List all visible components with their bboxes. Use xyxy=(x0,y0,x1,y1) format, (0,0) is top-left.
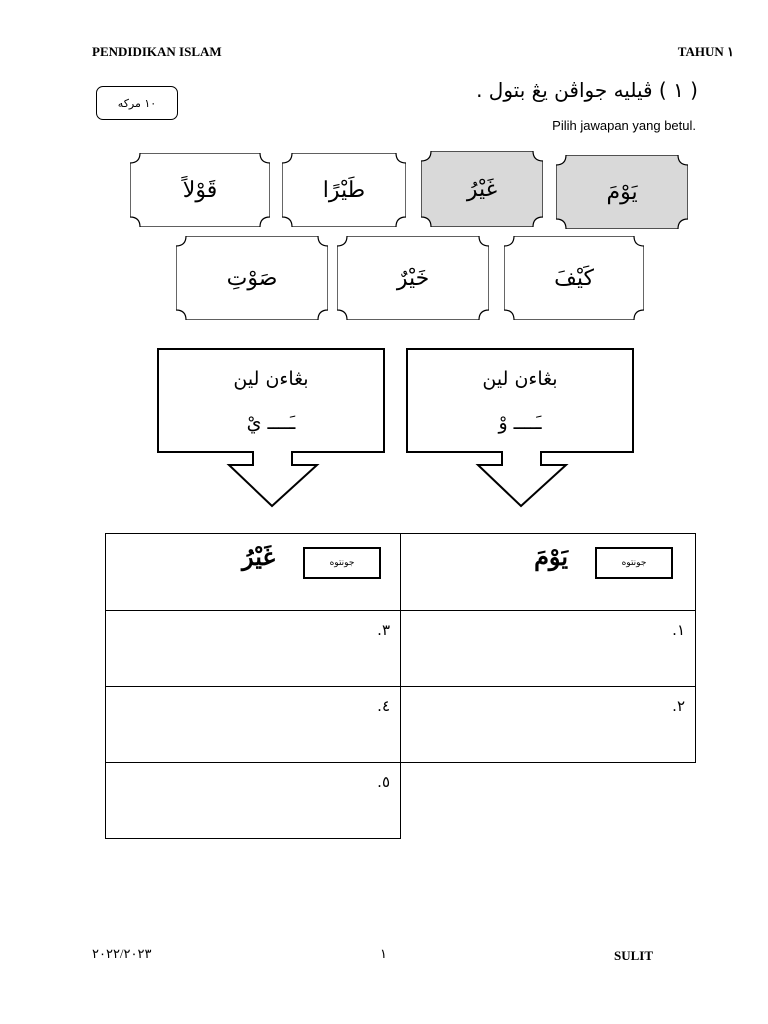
word-card-text: طَيْرًا xyxy=(322,177,366,203)
answer-cell-3[interactable] xyxy=(106,611,401,687)
subject-header: PENDIDIKAN ISLAM xyxy=(92,44,222,59)
answer-number: ٥. xyxy=(377,773,390,791)
category-box-ya xyxy=(157,348,387,510)
answer-number: ١. xyxy=(672,621,685,639)
column-header-ghair xyxy=(106,534,401,611)
word-card[interactable] xyxy=(176,236,328,320)
page-number: ١ xyxy=(380,946,387,961)
example-label-box: جونتوه xyxy=(303,547,381,579)
empty-cell xyxy=(401,763,696,839)
header-word: غَيْرُ xyxy=(241,542,275,571)
word-card-highlighted[interactable] xyxy=(556,155,688,229)
answer-cell-5[interactable] xyxy=(106,763,401,839)
answer-cell-2[interactable] xyxy=(401,687,696,763)
answer-cell-1[interactable] xyxy=(401,611,696,687)
answer-cell-4[interactable] xyxy=(106,687,401,763)
category-box-wau xyxy=(406,348,636,510)
answer-number: ٢. xyxy=(672,697,685,715)
footer-year: ٢٠٢٢/٢٠٢٣ xyxy=(92,946,152,961)
word-card-highlighted[interactable] xyxy=(421,151,543,227)
answer-table xyxy=(105,533,696,839)
category-label: بڠاءن لين xyxy=(482,368,558,390)
column-header-yawm xyxy=(401,534,696,611)
word-card-text: خَيْرٌ xyxy=(396,265,430,291)
word-card[interactable] xyxy=(337,236,489,320)
example-label-box: جونتوه xyxy=(595,547,673,579)
category-symbol: ـَــــ يْ xyxy=(246,412,296,434)
word-card[interactable] xyxy=(130,153,270,227)
category-symbol: ـَــــ وْ xyxy=(498,412,542,434)
marks-box: ١٠ مركه xyxy=(96,86,178,120)
word-card-text: غَيْرُ xyxy=(466,176,498,202)
word-card-text: يَوْمَ xyxy=(606,179,638,205)
year-header: TAHUN ١ xyxy=(677,44,734,59)
question-subtitle: Pilih jawapan yang betul. xyxy=(552,118,696,133)
answer-number: ٣. xyxy=(377,621,390,639)
category-label: بڠاءن لين xyxy=(233,368,309,390)
header-word: يَوْمَ xyxy=(534,542,568,571)
word-card-text: صَوْتِ xyxy=(226,265,278,291)
word-card-text: قَوْلاً xyxy=(182,177,218,203)
word-card-text: كَيْفَ xyxy=(554,265,594,291)
answer-number: ٤. xyxy=(377,697,390,715)
footer-sulit: SULIT xyxy=(614,948,654,963)
word-card[interactable] xyxy=(504,236,644,320)
question-title: ( ١ ) ڤيليه جواڤن يڠ بتول . xyxy=(476,78,698,102)
word-card[interactable] xyxy=(282,153,406,227)
